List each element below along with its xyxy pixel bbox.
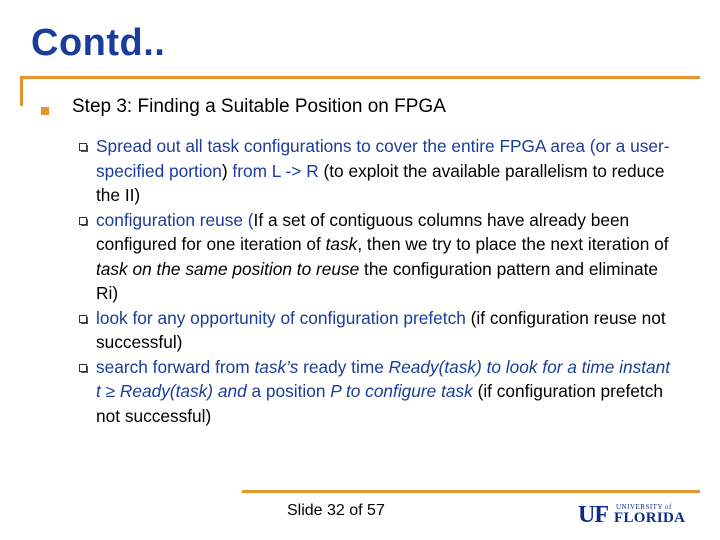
logo-line2: FLORIDA — [614, 510, 686, 526]
sub-point-text: task on the same position to reuse — [96, 258, 360, 279]
sub-point-text: task — [325, 234, 358, 254]
main-bullet-icon — [41, 107, 49, 115]
checkbox-bullet-icon — [79, 217, 87, 225]
sub-point-text: , then we try to place the next iteration of — [357, 234, 669, 254]
sub-point-list — [96, 134, 676, 428]
sub-point-text: the configuration pattern and eliminate Ri) — [96, 258, 658, 303]
university-logo — [578, 503, 690, 527]
sub-point-text: search forward from — [96, 356, 255, 377]
sub-point — [96, 208, 676, 306]
sub-point-text: (if configuration reuse not successful) — [96, 307, 666, 352]
checkbox-bullet-icon — [79, 315, 87, 323]
main-point: Step 3: Finding a Suitable Position on FPGA — [72, 96, 446, 117]
sub-point — [96, 134, 676, 208]
slide-number: Slide 32 of 57 — [287, 502, 385, 519]
sub-point-text: P to configure task — [330, 381, 473, 401]
sub-point-text: a position — [246, 381, 331, 401]
sub-point-text: Spread out all task configurations to cover the entire FPGA area (or a user-specified portion — [96, 136, 670, 181]
logo-line1: UNIVERSITY of — [616, 503, 672, 511]
sub-point-text: Ready(task) to look for a time instant t ≥ Ready(task) and — [96, 356, 671, 401]
sub-point-text: (if configuration prefetch not successful) — [96, 381, 663, 426]
sub-point-text: ) — [221, 160, 233, 181]
title-rule-vertical — [20, 76, 23, 106]
sub-point-text: look for any opportunity of configuration prefetch — [96, 307, 466, 328]
sub-point-text: (to exploit the available parallelism to reduce the II) — [96, 160, 665, 205]
slide-title: Contd.. — [31, 22, 166, 64]
sub-point-text: ready time — [298, 356, 389, 377]
sub-point — [96, 355, 676, 429]
sub-point-text: If a set of contiguous columns have already been configured for one iteration of — [96, 209, 630, 254]
sub-point-text: task’s — [254, 356, 299, 377]
sub-point-text: configuration reuse ( — [96, 209, 254, 230]
logo-mark: UF — [578, 502, 608, 528]
checkbox-bullet-icon — [79, 143, 87, 151]
checkbox-bullet-icon — [79, 364, 87, 372]
title-rule — [20, 76, 700, 79]
footer-rule — [242, 490, 700, 493]
sub-point — [96, 306, 676, 355]
sub-point-text: from L -> R — [232, 160, 319, 181]
